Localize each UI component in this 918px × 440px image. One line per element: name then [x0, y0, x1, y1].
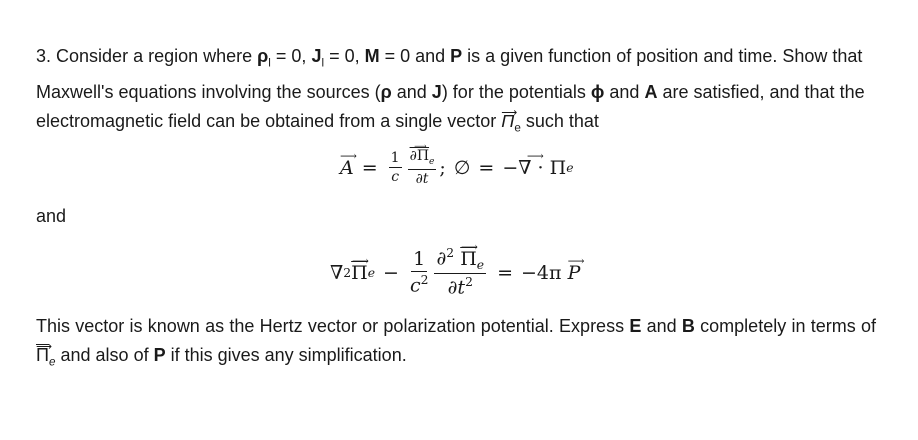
problem-text: = 0 and — [379, 46, 451, 66]
closing-text: and also of — [55, 345, 154, 365]
closing-statement — [36, 312, 876, 377]
rhs-coefficient: −4π — [521, 262, 562, 284]
problem-text: is a given function of position and time. Show that Maxwell's equations involving the sources ( — [36, 46, 863, 102]
equals-sign: = — [361, 157, 378, 179]
problem-text: and — [604, 81, 645, 102]
a-symbol: A — [644, 81, 658, 102]
laplacian-power: 2 — [343, 266, 352, 280]
hertz-vector-symbol: $\overline{\Pi}$ ⟶ — [36, 341, 49, 370]
coefficient-fraction — [409, 247, 429, 297]
hertz-vector-subscript: e — [49, 355, 56, 369]
polarization-symbol: P — [153, 345, 166, 365]
problem-text: = 0, — [270, 46, 312, 66]
coefficient-denominator: c — [409, 274, 421, 297]
separator: ; — [439, 157, 446, 179]
coefficient-numerator: 1 — [413, 247, 426, 270]
vector-potential: A ⟶ — [340, 157, 354, 179]
current-density-subscript: l — [321, 56, 325, 70]
scalar-potential: ∅ — [453, 157, 471, 179]
polarization-symbol: P — [450, 46, 463, 66]
problem-statement — [36, 42, 876, 142]
derivative-hertz-vector: $\overline{\Pi}$ ⟶ — [460, 250, 477, 270]
problem-number: 3. — [36, 46, 52, 66]
time-derivative-fraction — [408, 149, 437, 186]
electric-field-symbol: E — [629, 316, 642, 336]
partial-power: 2 — [446, 246, 455, 261]
problem-text: Consider a region where — [56, 46, 258, 66]
hertz-vector-symbol: Π ⟶ — [501, 107, 514, 136]
problem-text: and — [391, 81, 432, 102]
equals-sign: = — [497, 262, 514, 284]
problem-text: = 0, — [324, 46, 365, 66]
j-symbol: J — [431, 81, 442, 102]
current-density-symbol: J — [311, 46, 322, 66]
closing-text: and — [641, 316, 682, 336]
derivative-denominator: ∂t — [447, 276, 466, 299]
equation-wave — [330, 244, 580, 302]
derivative-denominator: ∂t — [415, 170, 429, 187]
derivative-denominator-power: 2 — [465, 275, 473, 290]
problem-text: such that — [520, 110, 599, 131]
negative-divergence: −∇ · Π ⟶ — [502, 157, 566, 179]
coefficient-fraction — [389, 151, 402, 184]
magnetic-field-symbol: B — [681, 316, 695, 336]
coefficient-numerator: 1 — [390, 150, 400, 167]
hertz-vector-subscript: e — [514, 121, 521, 135]
coefficient-denominator: c — [391, 169, 400, 185]
derivative-subscript: e — [429, 157, 435, 168]
hertz-subscript: e — [367, 266, 376, 280]
derivative-subscript: e — [476, 258, 485, 273]
coefficient-power: 2 — [420, 272, 429, 287]
closing-text: completely in terms of — [694, 316, 876, 336]
rho-symbol: ρ — [380, 81, 392, 102]
laplacian: ∇ — [330, 262, 344, 284]
and-connector: and — [36, 206, 67, 226]
problem-text: are satisfied, and that the electromagnetic field can be obtained from a single vector — [36, 81, 865, 131]
magnetization-symbol: M — [364, 46, 380, 66]
charge-density-subscript: l — [268, 56, 271, 70]
second-derivative-fraction — [434, 247, 486, 298]
closing-text: if this gives any simplification. — [165, 345, 407, 365]
minus-sign: − — [383, 262, 399, 284]
closing-text: This vector is known as the Hertz vector or polarization potential. Express — [36, 316, 630, 336]
equation-potentials — [340, 146, 574, 190]
derivative-numerator: ∂Π ⟶ — [410, 149, 429, 164]
polarization-vector: P ⟶ — [568, 262, 581, 284]
charge-density-symbol: ρ — [257, 46, 269, 66]
partial-symbol: ∂ — [436, 247, 447, 270]
divergence-subscript: e — [566, 161, 574, 175]
hertz-vector: $\overline{\Pi}$ ⟶ — [351, 262, 368, 284]
phi-symbol: ϕ — [590, 81, 605, 102]
problem-text: ) for the potentials — [441, 81, 591, 102]
equals-sign: = — [478, 157, 495, 179]
